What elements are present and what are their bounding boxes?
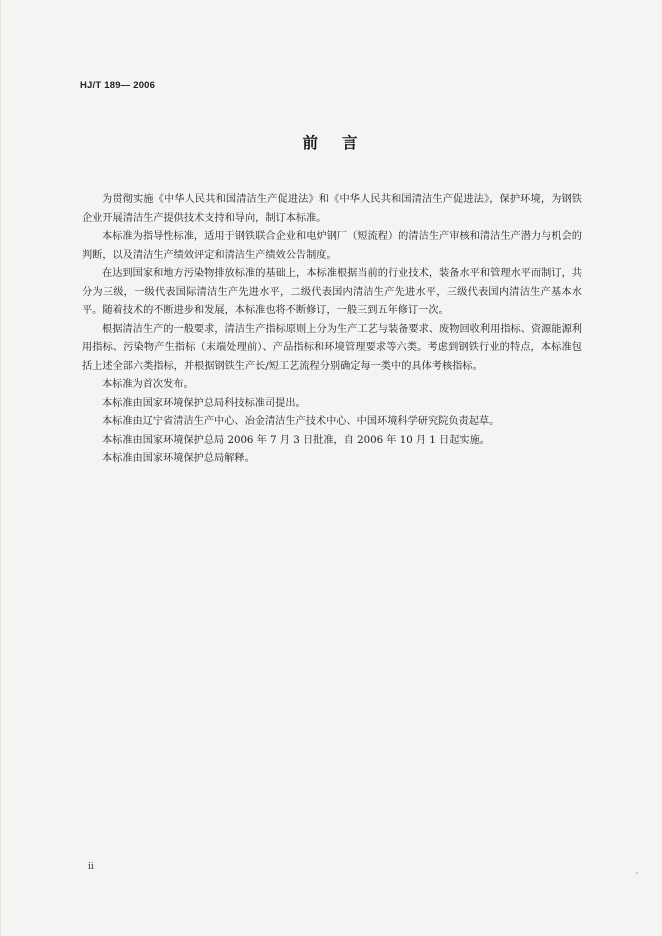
page-number: ii (88, 862, 94, 872)
paragraph-first-release: 本标准为首次发布。 (102, 379, 194, 390)
paragraph-indicators: 根据清洁生产的一般要求，清洁生产指标原则上分为生产工艺与装备要求、废物回收利用指标、资源能源利用指标、污染物产生指标（末端处理前）、产品指标和环境管理要求等六类。考虑到钢铁行业的特点，本标准包括上述全部六类指标，并根据钢铁生产长/短工艺流程分别确定每一类中的具体考核指标。 (82, 323, 582, 372)
standard-code: HJ/T 189— 2006 (80, 80, 156, 91)
page-title: 前言 (302, 134, 382, 152)
paragraph-purpose: 为贯彻实施《中华人民共和国清洁生产促进法》和《中华人民共和国清洁生产促进法》，保护环境，为钢铁企业开展清洁生产提供技术支持和导向，制订本标准。 (82, 194, 582, 224)
scan-speck (636, 872, 638, 874)
paragraph-levels: 在达到国家和地方污染物排放标准的基础上，本标准根据当前的行业技术，装备水平和管理水平而制订，共分为三级，一级代表国际清洁生产先进水平，二级代表国内清洁生产先进水平，三级代表国内清洁生产基本水平。随着技术的不断进步和发展，本标准也将不断修订，一般三到五年修订一次。 (82, 268, 582, 316)
paragraph-scope: 本标准为指导性标准，适用于钢铁联合企业和电炉钢厂（短流程）的清洁生产审核和清洁生产潜力与机会的判断，以及清洁生产绩效评定和清洁生产绩效公告制度。 (82, 231, 582, 261)
paragraph-approval: 本标准由国家环境保护总局 2006 年 7 月 3 日批准，自 2006 年 10 月 1 日起实施。 (102, 434, 490, 446)
paragraph-proposed-by: 本标准由国家环境保护总局科技标准司提出。 (102, 397, 306, 409)
document-body (82, 191, 582, 469)
paragraph-interpretation: 本标准由国家环境保护总局解释。 (102, 453, 255, 464)
paragraph-drafted-by: 本标准由辽宁省清洁生产中心、冶金清洁生产技术中心、中国环境科学研究院负责起草。 (102, 416, 500, 427)
